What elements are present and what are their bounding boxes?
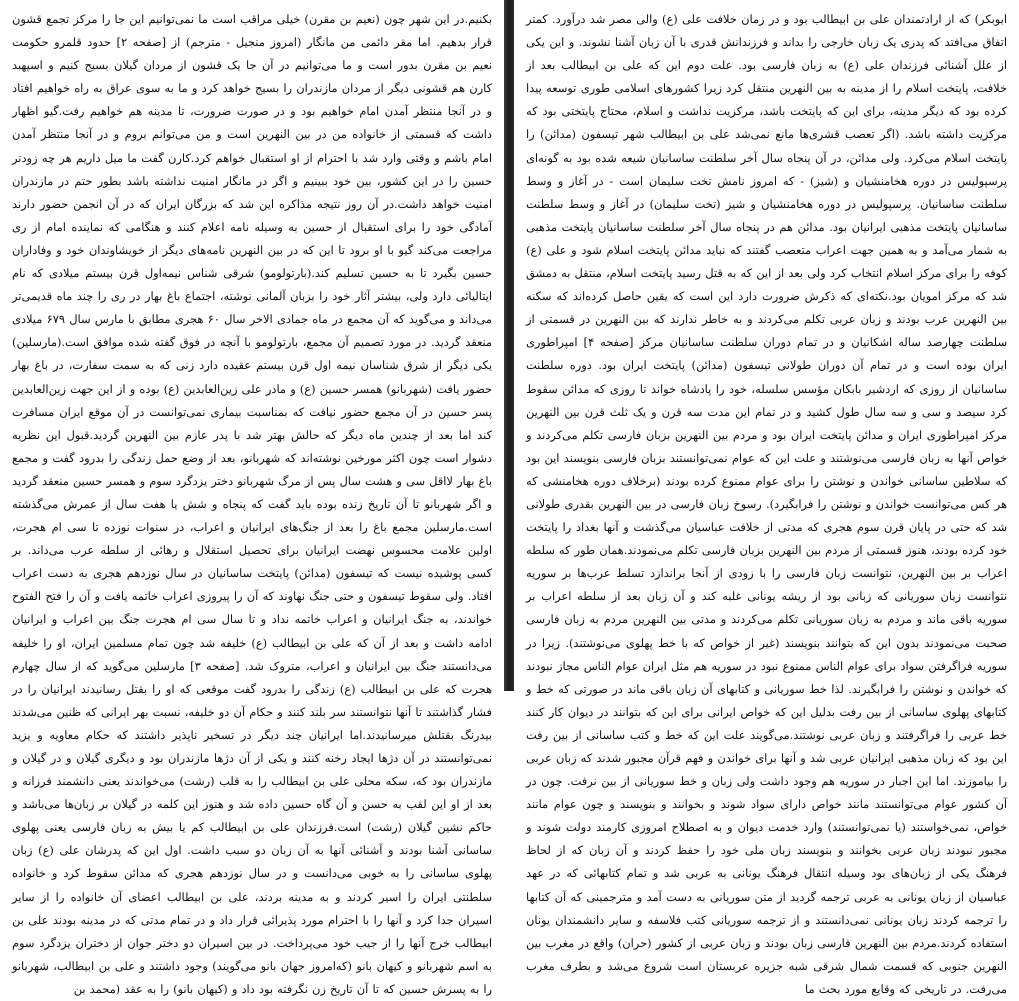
left-page-text: بکنیم.در این شهر چون (نعیم بن مقرن) خیلی مراقب است ما نمی‌توانیم این جا را مرکز تجمع قشون قرار بدهیم. اما مقر دائمی من مانگار (امروز منجیل - مترجم) از [صفحه ۲] حدود قلمرو حکومت نعیم بن مقرن بدور است و ما می‌توانیم در آن جا یک قشون از مردان گیلان بسیج کنیم و اسپهبد کارن هم قشونی دیگر از مردان مازندران را بسیج خواهد کرد و ما به سوی عراق به راه خواهیم افتاد و در آنجا منتظر آمدن امام خواهیم بود و در صورت ضرورت، تا مدینه هم خواهیم رفت.گیو اظهار داشت که قسمتی از خانواده من در بین النهرین است و من می‌توانم بروم و در آنجا منتظر آمدن امام باشم و وقتی وارد شد با احترام از او استقبال خواهم کرد.کارن گفت ما میل داریم هر چه زودتر حسین را در این کشور، بین خود ببینیم و اگر در مانگار امنیت نداشته باشد بطور حتم در مازندران امنیت خواهد داشت.در آن روز نتیجه مذاکره این شد که بزرگان ایران که در آن انجمن حضور دارند آمادگی خود را برای استقبال از حسین به وسیله نامه اعلام کنند و هنگامی که نماینده امام از ری مراجعت می‌کند گیو با او برود تا این که در بین النهرین نامه‌های دیگر از خویشاوندان خود و وفاداران حسین بگیرد تا به حسین تسلیم کند.(بارتولومو) شرقی شناس نیمه‌اول قرن بیستم میلادی که نام ایتالیائی دارد ولی، بیشتر آثار خود را بزبان آلمانی نوشته، اجتماع باغ بهار در ری را چند ماه قدیمی‌تر می‌داند و می‌گوید که آن مجمع در ماه جمادی الاخر سال ۶۰ هجری مطابق با مارس سال ۶۷۹ میلادی منعقد گردید. در مورد تصمیم آن مجمع، بارتولومو با آنچه در فوق گفته شده موافق است.(مارسلین) یکی دیگر از شرق شناسان نیمه اول قرن بیستم عقیده دارد زنی که به سمت سفارت، در باغ بهار حضور یافت (شهربانو) همسر حسین (ع) و مادر علی زین‌العابدین (ع) بوده و از این جهت زین‌العابدین پسر حسین در آن مجمع حضور نیافت که بمناسبت بیماری نمی‌توانست در آن موقع ایران مسافرت کند اما بعد از چندین ماه دیگر که حالش بهتر شد با پدر عازم بین النهرین گردید.قبول این نظریه دشوار است چون اکثر مورخین نوشته‌اند که شهربانو، بعد از وضع حمل زندگی را بدرود گفت و مجمع باغ بهار لااقل سی و هشت سال پس از مرگ شهربانو دختر یزدگرد سوم و همسر حسین منعقد گردید و اگر شهربانو تا آن تاریخ زنده بوده باید گفت که پنجاه و شش یا هفت سال از عمرش می‌گذشته است.مارسلین مجمع باغ را بعد از جنگ‌های ایرانیان و اعراب، در سنوات نوزده تا سی ام هجرت، اولین علامت محسوس نهضت ایرانیان برای تحصیل استقلال و رهائی از سلطه عرب می‌داند. بر کسی پوشیده نیست که تیسفون (مدائن) پایتخت ساسانیان در سال نوزدهم هجری به دست اعراب افتاد. ولی سقوط تیسفون و حتی جنگ نهاوند که آن را پیروزی اعراب خاتمه یافت و آن را فتح الفتوح خواندند، به جنگ ایرانیان و اعراب خاتمه نداد و تا سال سی ام هجرت جنگ بین اعراب و ایرانیان ادامه داشت و بعد از آن که علی بن ابیطالب (ع) خلیفه شد چون تمام مسلمین ایران، او را خلیفه می‌دانستند جنگ بین ایرانیان و اعراب، متروک شد. [صفحه ۳] مارسلین می‌گوید که از سال چهارم هجرت که علی بن ابیطالب (ع) زندگی را بدرود گفت موقعی که او را بقتل رسانیدند ایرانیان را در فشار گذاشتند تا آنها نتوانستند سر بلند کنند و حکام آن دو خلیفه، نسبت بهر ایرانی که ظنین می‌شدند بیدرنگ بقتلش میرسانیدند.اما ایرانیان چند دیگر در تسخیر ناپذیر داشتند که حکام معاویه و یزید نمی‌توانستند در آن دژها ایجاد رخنه کنند و یکی از آن دژها مازندران بود و دیگری گیلان و در گیلان و مازندران بود که، سکه محلی علی بن ابیطالب را به قلب (رشت) می‌خواندند یعنی دانشمند فرزانه و بعد از او این لقب به حسن و آن گاه حسین داده شد و هنوز این کلمه در گیلان بر زبان‌ها می‌باشد و حاکم نشین گیلان (رشت) است.فرزندان علی بن ابیطالب کم یا بیش به زبان فارسی یعنی پهلوی ساسانی آشنا بودند و آشنائی آنها به آن زبان دو سبب داشت. اول این که پدرشان علی (ع) زبان پهلوی ساسانی را به خوبی می‌دانست و در سال نوزدهم هجری که مدائن سقوط کرد و خانواده سلطنتی ایران را اسیر کردند و به مدینه بردند، علی بن ابیطالب اعضای آن خانواده را از سایر اسیران جدا کرد و آنها را با احترام مورد پذیرائی قرار داد و در تمام مدتی که در مدینه بودند علی بن ابیطالب خرج آنها را از جیب خود می‌پرداخت. در بین اسیران دو دختر جوان از دختران یزدگرد سوم به اسم شهربانو و کیهان بانو (که‌امروز جهان بانو می‌گویند) وجود داشتند و علی بن ابیطالب، شهربانو را به پسرش حسین که تا آن تاریخ زن نگرفته بود داد و (کیهان بانو) را به عقد (محمد بن <box>12 12 492 996</box>
page-gutter <box>504 0 514 691</box>
left-page <box>0 0 504 996</box>
right-page <box>514 0 1019 996</box>
right-page-text: ابوبکر) که از ارادتمندان علی بن ابیطالب بود و در زمان خلافت علی (ع) والی مصر شد درآورد. کمتر اتفاق می‌افتد که پدری یک زبان خارجی را بداند و فرزندانش قدری با آن زبان آشنا نشوند. و این یکی از علل آشنائی فرزندان علی (ع) به زبان فارسی بود. علت دوم این که علی بن ابیطالب بعد از خلافت، پایتخت اسلام را از مدینه به بین النهرین منتقل کرد زیرا کشورهای اسلامی طوری توسعه پیدا کرده بود که دیگر مدینه، برای این که پایتخت باشد، مرکزیت نداشت و اسلام، محتاج پایتختی بود که مرکزیت داشته باشد. (اگر تعصب قشری‌ها مانع نمی‌شد علی بن ابیطالب شهر تیسفون (مدائن) را پایتخت اسلام می‌کرد. ولی مدائن، در آن پنجاه سال آخر سلطنت ساسانیان شیعه شده بود به گونه‌ای پرسپولیس در دوره هخامنشیان و (شیز) - که امروز نامش تخت سلیمان است - در آغاز و وسط سلطنت ساسانیان. پرسپولیس در دوره هخامنشیان و شیز (تخت سلیمان) در آغاز و وسط سلطنت ساسانیان پایتخت مذهبی ایرانیان بود. مدائن هم در پنجاه سال آخر سلطنت ساسانیان پایتخت مذهبی به شمار می‌آمد و به همین جهت اعراب متعصب گفتند که نباید مدائن پایتخت اسلام شود و علی (ع) کوفه را برای مرکز اسلام انتخاب کرد ولی بعد از این که به قتل رسید پایتخت اسلام، منتقل به دمشق شد که مرکز امویان بود.نکته‌ای که ذکرش ضرورت دارد این است که یقین حاصل کرده‌اند که سکنه بین النهرین عرب بودند و زبان عربی تکلم می‌کردند و به خاطر ندارند که بین النهرین در قسمتی از سلطنت چهارصد ساله اشکانیان و در تمام دوران سلطنت ساسانیان مرکز [صفحه ۴] امپراطوری ایران بوده است و در تمام آن دوران طولانی تیسفون (مدائن) پایتخت ایران بود. دوره سلطنت ساسانیان از روزی که اردشیر بابکان مؤسس سلسله، خود را پادشاه خواند تا روزی که مدائن سقوط کرد سیصد و سی و سه سال طول کشید و در تمام این مدت سه قرن و یک ثلث قرن بین النهرین مرکز امپراطوری ایران و مدائن پایتخت ایران بود و مردم بین النهرین بزبان فارسی تکلم می‌کردند و خواص آنها به زبان فارسی می‌نوشتند و علت این که عوام نمی‌توانستند بزبان فارسی بنویسند این بود که سلاطین ساسانی خواندن و نوشتن را برای عوام ممنوع کرده بودند (برخلاف دوره هخامنشی که هر کس می‌توانست خواندن و نوشتن را فرابگیرد). رسوخ زبان فارسی در بین النهرین بقدری طولانی شد که حتی در پایان قرن سوم هجری که مدتی از خلافت عباسیان می‌گذشت و آنها بغداد را پایتخت خود کرده بودند، هنوز قسمتی از مردم بین النهرین بزبان فارسی تکلم می‌نمودند.همان طور که سلطه اعراب بر بین النهرین، نتوانست زبان فارسی را با زودی از آنجا براندازد تسلط عرب‌ها بر سوریه نتوانست زبان سوریانی که زبانی بود از ریشه یونانی غلبه کند و آن زبان بعد از سلطه اعراب بر سوریه باقی ماند و مردم به زبان سوریانی تکلم می‌کردند و مدتی بین النهرین مردم به زبان فارسی صحبت می‌نمودند بدون این که بتوانند بنویسند (غیر از خواص که با خط پهلوی می‌نوشتند). زیرا در سوریه فراگرفتن سواد برای عوام الناس ممنوع نبود در سوریه هم مثل ایران عوام الناس مجاز نبودند که خواندن و نوشتن را فرابگیرند. لذا خط سوریانی و کتابهای آن زبان باقی ماند در صورتی که خط و کتابهای پهلوی ساسانی از بین رفت بدلیل این که خواص ایرانی برای این که بتوانند در دیوان کار کنند خط عربی را فراگرفتند و زبان عربی نوشتند.می‌گویند علت این که خط و کتب ساسانی از بین رفت این بود که زبان مذهبی ایرانیان عربی شد و آنها برای خواندن و فهم قرآن مجبور شدند که زبان عربی را بیاموزند. اما این اجبار در سوریه هم وجود داشت ولی زبان و خط سوریانی از بین نرفت. چون در آن کشور عوام می‌توانستند مانند خواص دارای سواد شوند و بخوانند و بنویسند و چون عوام مانند خواص، نمی‌خواستند (یا نمی‌توانستند) وارد خدمت دیوان و به اصطلاح امروزی کارمند دولت شوند و مجبور نبودند زبان عربی بخوانند و بنویسند زبان ملی خود را حفظ کردند و آن زبان که از لحاظ فرهنگ یکی از زبان‌های بود وسیله انتقال فرهنگ یونانی به عربی شد و تمام کتابهائی که در عهد عباسیان از زبان یونانی به عربی ترجمه گردید از متن سوریانی به دست آمد و مترجمینی که آن کتابها را ترجمه کردند زبان یونانی نمی‌دانستند و از ترجمه سوریانی کتب فلاسفه و سایر دانشمندان یونان استفاده کردند.مردم بین النهرین فارسی زبان بودند و زبان عربی از کشور (حران) واقع در مغرب بین النهرین جنوبی که قسمت شمال شرقی شبه جزیره عربستان است شروع می‌شد و بطرف مغرب می‌رفت. در تاریخی که وقایع مورد بحث ما <box>526 12 1007 996</box>
